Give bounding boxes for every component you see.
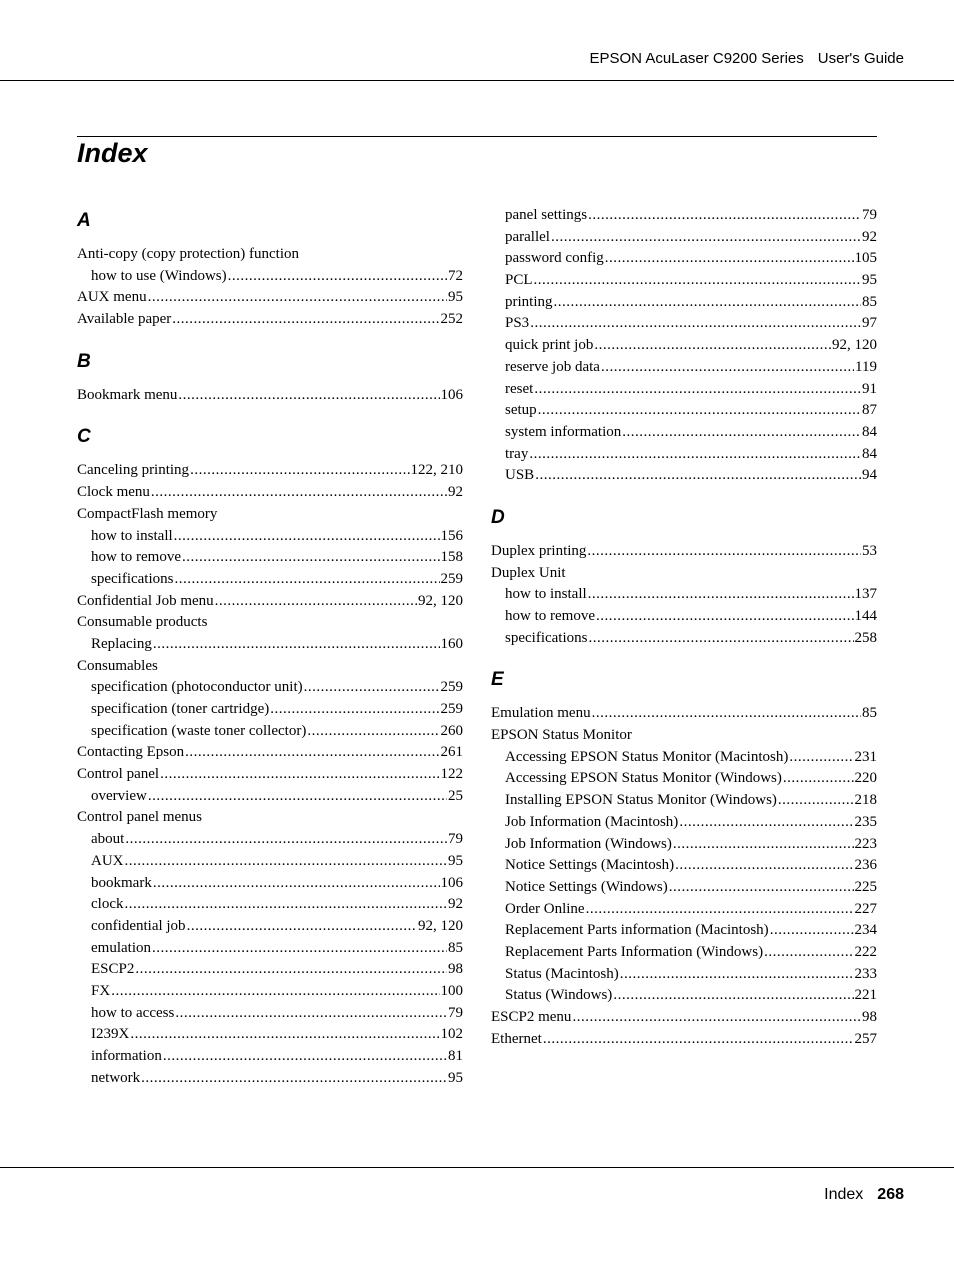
index-entry [77, 244, 463, 266]
page-title: Index [77, 138, 148, 168]
entry-page-ref: 223 [854, 835, 877, 852]
entry-term: how to remove [91, 549, 181, 566]
index-column-right [491, 205, 877, 1050]
dot-leader [153, 634, 440, 656]
entry-page-ref: 106 [440, 386, 463, 403]
index-entry [491, 335, 877, 357]
index-entry [77, 938, 463, 960]
entry-page-ref: 92 [862, 228, 877, 245]
dot-leader [778, 790, 854, 812]
index-entry [491, 725, 877, 747]
index-entry [491, 563, 877, 585]
index-entry [77, 786, 463, 808]
dot-leader [586, 899, 854, 921]
index-entry [491, 357, 877, 379]
entry-term: specification (photoconductor unit) [91, 679, 303, 696]
index-section [491, 205, 877, 487]
header-product: EPSON AcuLaser C9200 Series [589, 50, 804, 67]
entry-term: specifications [505, 629, 588, 646]
entry-page-ref: 87 [862, 402, 877, 419]
dot-leader [148, 786, 447, 808]
entry-page-ref: 220 [854, 770, 877, 787]
dot-leader [530, 313, 861, 335]
entry-page-ref: 106 [440, 874, 463, 891]
entry-page-ref: 160 [440, 635, 463, 652]
entry-term: Status (Macintosh) [505, 965, 619, 982]
index-entry [491, 964, 877, 986]
index-entry [491, 248, 877, 270]
entry-page-ref: 122 [440, 766, 463, 783]
entry-page-ref: 260 [440, 722, 463, 739]
entry-page-ref: 222 [854, 943, 877, 960]
entry-term: EPSON Status Monitor [491, 727, 632, 744]
entry-page-ref: 25 [448, 787, 463, 804]
index-entry [491, 790, 877, 812]
dot-leader [141, 1068, 447, 1090]
dot-leader [535, 465, 861, 487]
entry-term: USB [505, 467, 535, 484]
dot-leader [543, 1029, 854, 1051]
entry-page-ref: 252 [440, 311, 463, 328]
dot-leader [152, 938, 447, 960]
dot-leader [215, 591, 417, 613]
entry-term: Installing EPSON Status Monitor (Windows) [505, 792, 777, 809]
entry-term: system information [505, 423, 622, 440]
index-entry [77, 699, 463, 721]
section-letter: D [491, 506, 505, 528]
dot-leader [148, 287, 447, 309]
dot-leader [588, 205, 861, 227]
index-entry [77, 1024, 463, 1046]
dot-leader [307, 721, 439, 743]
dot-leader [551, 227, 861, 249]
entry-term: overview [91, 787, 147, 804]
index-entry [491, 855, 877, 877]
dot-leader [620, 964, 854, 986]
footer-section: Index [824, 1186, 864, 1203]
index-entry [77, 1046, 463, 1068]
dot-leader [789, 747, 853, 769]
index-entry [491, 444, 877, 466]
dot-leader [673, 834, 854, 856]
index-entry [491, 920, 877, 942]
dot-leader [534, 270, 861, 292]
dot-leader [174, 569, 439, 591]
entry-page-ref: 95 [862, 272, 877, 289]
entry-term: how to install [91, 527, 173, 544]
entry-term: AUX [91, 852, 124, 869]
entry-page-ref: 92, 120 [418, 917, 463, 934]
entry-term: reset [505, 380, 534, 397]
index-entry [491, 1007, 877, 1029]
index-entry [77, 1068, 463, 1090]
entry-term: clock [91, 896, 124, 913]
entry-term: Status (Windows) [505, 987, 613, 1004]
dot-leader [669, 877, 854, 899]
entry-page-ref: 137 [854, 586, 877, 603]
index-section [77, 210, 463, 331]
header-divider [0, 80, 954, 81]
entry-term: confidential job [91, 917, 186, 934]
index-entry [77, 894, 463, 916]
entry-page-ref: 257 [854, 1030, 877, 1047]
entry-term: ESCP2 [91, 961, 135, 978]
entry-page-ref: 95 [448, 289, 463, 306]
dot-leader [594, 335, 831, 357]
entry-term: Accessing EPSON Status Monitor (Windows) [505, 770, 782, 787]
dot-leader [587, 541, 861, 563]
index-entry [77, 612, 463, 634]
entry-page-ref: 94 [862, 467, 877, 484]
entry-page-ref: 85 [862, 293, 877, 310]
index-entry [491, 703, 877, 725]
dot-leader [770, 920, 854, 942]
entry-page-ref: 221 [854, 987, 877, 1004]
dot-leader [622, 422, 861, 444]
dot-leader [190, 460, 409, 482]
entry-page-ref: 85 [862, 705, 877, 722]
entry-term: about [91, 831, 125, 848]
entry-term: bookmark [91, 874, 152, 891]
dot-leader [228, 266, 447, 288]
dot-leader [588, 584, 854, 606]
entry-term: Replacement Parts information (Macintosh) [505, 922, 769, 939]
entry-page-ref: 234 [854, 922, 877, 939]
entry-term: Consumable products [77, 614, 208, 631]
entry-term: FX [91, 982, 111, 999]
dot-leader [175, 1003, 447, 1025]
index-entry [491, 942, 877, 964]
index-section [491, 669, 877, 1050]
index-entry [77, 829, 463, 851]
dot-leader [135, 959, 447, 981]
entry-term: Duplex printing [491, 542, 587, 559]
section-letter: E [491, 669, 504, 691]
entry-page-ref: 92, 120 [832, 337, 877, 354]
entry-page-ref: 79 [862, 207, 877, 223]
index-entry [77, 1003, 463, 1025]
entry-page-ref: 259 [440, 701, 463, 717]
index-entry [77, 873, 463, 895]
section-letter: C [77, 426, 91, 448]
dot-leader [783, 768, 854, 790]
entry-page-ref: 227 [854, 900, 877, 917]
entry-page-ref: 144 [854, 608, 877, 624]
index-entry [77, 634, 463, 656]
dot-leader [601, 357, 854, 379]
index-entry [77, 677, 463, 699]
entry-term: PCL [505, 272, 533, 289]
index-entry [491, 270, 877, 292]
entry-term: printing [505, 293, 553, 310]
entry-term: Notice Settings (Windows) [505, 878, 668, 895]
entry-term: Anti-copy (copy protection) function [77, 246, 300, 262]
index-section [77, 426, 463, 1089]
index-entry [77, 569, 463, 591]
dot-leader [185, 742, 439, 764]
dot-leader [178, 385, 439, 407]
entry-term: quick print job [505, 337, 594, 354]
dot-leader [160, 764, 439, 786]
dot-leader [187, 916, 417, 938]
entry-page-ref: 261 [440, 744, 463, 761]
dot-leader [764, 942, 853, 964]
entry-term: specification (waste toner collector) [91, 722, 307, 739]
entry-term: Emulation menu [491, 705, 591, 722]
index-entry [77, 287, 463, 309]
index-entry [77, 504, 463, 526]
entry-term: parallel [505, 228, 550, 245]
index-entry [77, 959, 463, 981]
index-entry [77, 656, 463, 678]
entry-term: how to access [91, 1004, 175, 1021]
entry-page-ref: 119 [855, 358, 877, 375]
index-entry [491, 584, 877, 606]
index-entry [77, 482, 463, 504]
entry-term: I239X [91, 1026, 130, 1043]
entry-term: Control panel [77, 766, 160, 783]
entry-term: tray [505, 445, 529, 462]
entry-term: specification (toner cartridge) [91, 701, 270, 717]
entry-page-ref: 158 [440, 549, 463, 566]
index-entry [491, 877, 877, 899]
dot-leader [172, 309, 439, 331]
entry-page-ref: 218 [854, 792, 877, 809]
entry-term: Contacting Epson [77, 744, 185, 761]
entry-page-ref: 100 [440, 982, 463, 999]
entry-page-ref: 92, 120 [418, 592, 463, 609]
section-letter: B [77, 350, 91, 372]
index-entry [491, 985, 877, 1007]
entry-page-ref: 79 [448, 831, 463, 848]
entry-page-ref: 95 [448, 852, 463, 869]
running-header [575, 50, 904, 67]
index-entry [491, 379, 877, 401]
entry-term: Consumables [77, 657, 158, 674]
entry-page-ref: 122, 210 [410, 462, 463, 479]
entry-page-ref: 85 [448, 939, 463, 956]
index-entry [77, 385, 463, 407]
entry-term: PS3 [505, 315, 530, 332]
entry-term: reserve job data [505, 358, 600, 375]
dot-leader [163, 1046, 447, 1068]
entry-page-ref: 235 [854, 813, 877, 830]
index-entry [491, 422, 877, 444]
entry-term: Available paper [77, 311, 172, 328]
dot-leader [572, 1007, 861, 1029]
index-section [491, 507, 877, 649]
index-entry [77, 981, 463, 1003]
entry-term: Replacing [91, 635, 152, 652]
index-entry [77, 309, 463, 331]
entry-term: Job Information (Windows) [505, 835, 672, 852]
entry-term: ESCP2 menu [491, 1009, 572, 1025]
dot-leader [679, 812, 853, 834]
entry-term: how to install [505, 586, 587, 603]
entry-page-ref: 233 [854, 965, 877, 982]
entry-page-ref: 102 [440, 1026, 463, 1043]
entry-page-ref: 225 [854, 878, 877, 895]
index-entry [491, 628, 877, 650]
entry-term: Control panel menus [77, 809, 202, 826]
entry-term: Clock menu [77, 484, 150, 501]
dot-leader [592, 703, 861, 725]
dot-leader [529, 444, 861, 466]
entry-term: panel settings [505, 207, 588, 223]
index-entry [491, 834, 877, 856]
index-entry [77, 266, 463, 288]
dot-leader [613, 985, 853, 1007]
index-entry [77, 526, 463, 548]
entry-term: AUX menu [77, 289, 147, 306]
entry-page-ref: 95 [448, 1069, 463, 1086]
title-divider [77, 136, 877, 137]
dot-leader [588, 628, 853, 650]
entry-page-ref: 97 [862, 315, 877, 332]
entry-term: how to use (Windows) [91, 267, 227, 284]
entry-term: network [91, 1069, 141, 1086]
entry-page-ref: 84 [862, 445, 877, 462]
entry-term: Bookmark menu [77, 386, 178, 403]
index-entry [77, 460, 463, 482]
dot-leader [151, 482, 447, 504]
index-entry [491, 812, 877, 834]
entry-term: Confidential Job menu [77, 592, 214, 609]
entry-page-ref: 236 [854, 857, 877, 874]
entry-page-ref: 258 [854, 629, 877, 646]
entry-term: Canceling printing [77, 462, 190, 479]
header-guide: User's Guide [817, 50, 904, 67]
index-entry [491, 541, 877, 563]
index-entry [491, 400, 877, 422]
entry-page-ref: 98 [862, 1009, 877, 1025]
dot-leader [111, 981, 439, 1003]
entry-page-ref: 79 [448, 1004, 463, 1021]
index-entry [77, 547, 463, 569]
footer-divider [0, 1167, 954, 1168]
index-entry [491, 292, 877, 314]
entry-term: how to remove [505, 608, 595, 624]
entry-page-ref: 84 [862, 423, 877, 440]
index-entry [491, 747, 877, 769]
entry-page-ref: 105 [854, 250, 877, 267]
dot-leader [270, 699, 439, 721]
dot-leader [125, 829, 447, 851]
dot-leader [534, 379, 861, 401]
dot-leader [675, 855, 853, 877]
index-entry [77, 764, 463, 786]
index-entry [491, 313, 877, 335]
entry-term: emulation [91, 939, 151, 956]
entry-term: Replacement Parts Information (Windows) [505, 943, 764, 960]
dot-leader [304, 677, 440, 699]
entry-page-ref: 98 [448, 961, 463, 978]
entry-page-ref: 259 [440, 570, 463, 587]
entry-page-ref: 81 [448, 1048, 463, 1064]
index-entry [491, 465, 877, 487]
index-entry [491, 768, 877, 790]
page-number: 268 [877, 1186, 904, 1203]
entry-term: Notice Settings (Macintosh) [505, 857, 675, 874]
dot-leader [182, 547, 440, 569]
dot-leader [554, 292, 862, 314]
index-entry [77, 807, 463, 829]
dot-leader [538, 400, 861, 422]
running-footer [824, 1186, 904, 1204]
entry-page-ref: 231 [854, 748, 877, 765]
index-section [77, 351, 463, 407]
index-entry [77, 916, 463, 938]
dot-leader [596, 606, 854, 628]
dot-leader [605, 248, 854, 270]
index-column-left [77, 205, 463, 1089]
entry-term: Order Online [505, 900, 585, 917]
index-entry [77, 742, 463, 764]
entry-page-ref: 72 [448, 267, 463, 284]
entry-term: password config [505, 250, 604, 267]
entry-term: information [91, 1048, 162, 1064]
index-entry [77, 591, 463, 613]
index-entry [491, 899, 877, 921]
entry-page-ref: 53 [862, 542, 877, 559]
dot-leader [174, 526, 440, 548]
entry-term: Accessing EPSON Status Monitor (Macintosh) [505, 748, 789, 765]
dot-leader [153, 873, 440, 895]
dot-leader [130, 1024, 439, 1046]
entry-page-ref: 91 [862, 380, 877, 397]
entry-term: CompactFlash memory [77, 505, 218, 522]
entry-term: Ethernet [491, 1030, 542, 1047]
index-entry [491, 227, 877, 249]
entry-page-ref: 92 [448, 484, 463, 501]
index-entry [491, 205, 877, 227]
entry-term: setup [505, 402, 537, 419]
section-letter: A [77, 210, 91, 231]
entry-term: Job Information (Macintosh) [505, 813, 679, 830]
entry-page-ref: 92 [448, 896, 463, 913]
index-entry [77, 721, 463, 743]
index-entry [77, 851, 463, 873]
entry-page-ref: 156 [440, 527, 463, 544]
index-entry [491, 606, 877, 628]
entry-term: specifications [91, 570, 174, 587]
dot-leader [124, 894, 447, 916]
entry-term: Duplex Unit [491, 564, 566, 581]
entry-page-ref: 259 [440, 679, 463, 696]
dot-leader [125, 851, 448, 873]
index-entry [491, 1029, 877, 1051]
